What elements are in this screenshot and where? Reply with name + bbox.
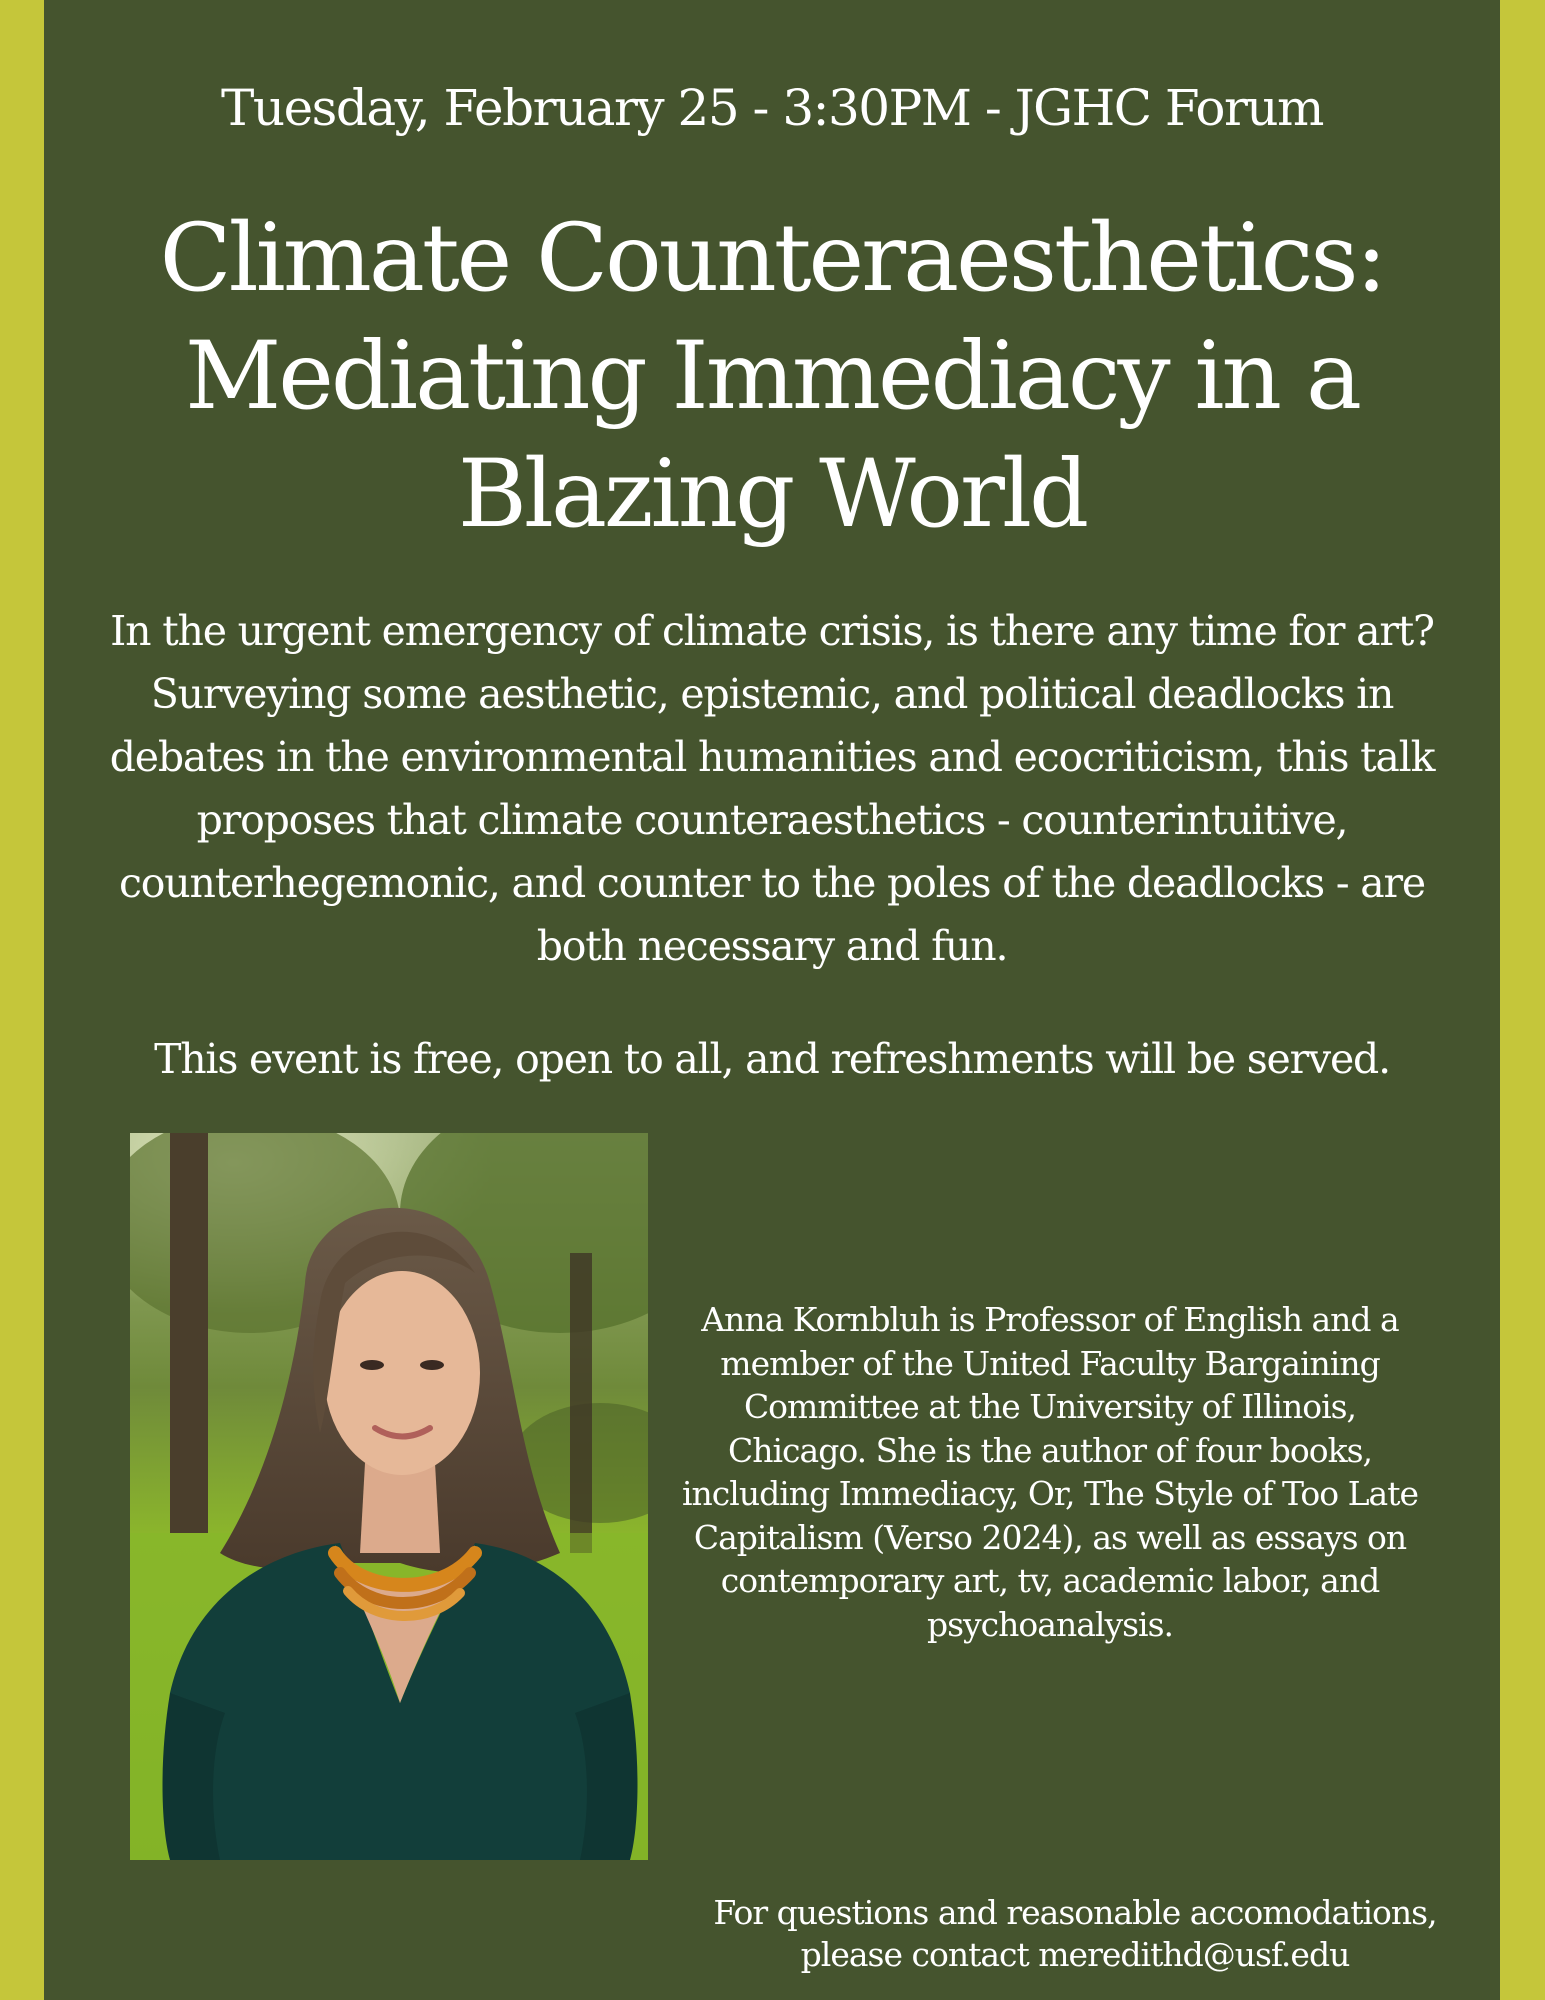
speaker-photo bbox=[130, 1133, 648, 1860]
speaker-portrait-illustration bbox=[130, 1133, 648, 1860]
speaker-bio: Anna Kornbluh is Professor of English and a member of the United Faculty Bargaining Committee at the University of Illinois, Chicago. She is the author of four books, including Immediacy, Or, The Style of Too Late Capitalism (Verso 2024), as well as essays on contemporary art, tv, academic labor, and psychoanalysis. bbox=[681, 1300, 1419, 1644]
contact-info: For questions and reasonable accomodations, please contact meredithd@usf.edu bbox=[713, 1893, 1437, 1974]
event-date-line: Tuesday, February 25 - 3:30PM - JGHC Forum bbox=[221, 79, 1323, 137]
talk-title: Climate Counteraesthetics: Mediating Immediacy in a Blazing World bbox=[159, 204, 1385, 549]
event-poster bbox=[44, 0, 1500, 2000]
talk-abstract: In the urgent emergency of climate crisis, is there any time for art? Surveying some aesthetic, epistemic, and political deadlocks in debates in the environmental humanities and ecocriticism, this talk proposes that climate counteraesthetics - counterintuitive, counterhegemonic, and counter to the poles of the deadlocks - are both necessary and fun. bbox=[109, 607, 1435, 970]
free-event-note: This event is free, open to all, and refreshments will be served. bbox=[154, 1035, 1390, 1083]
